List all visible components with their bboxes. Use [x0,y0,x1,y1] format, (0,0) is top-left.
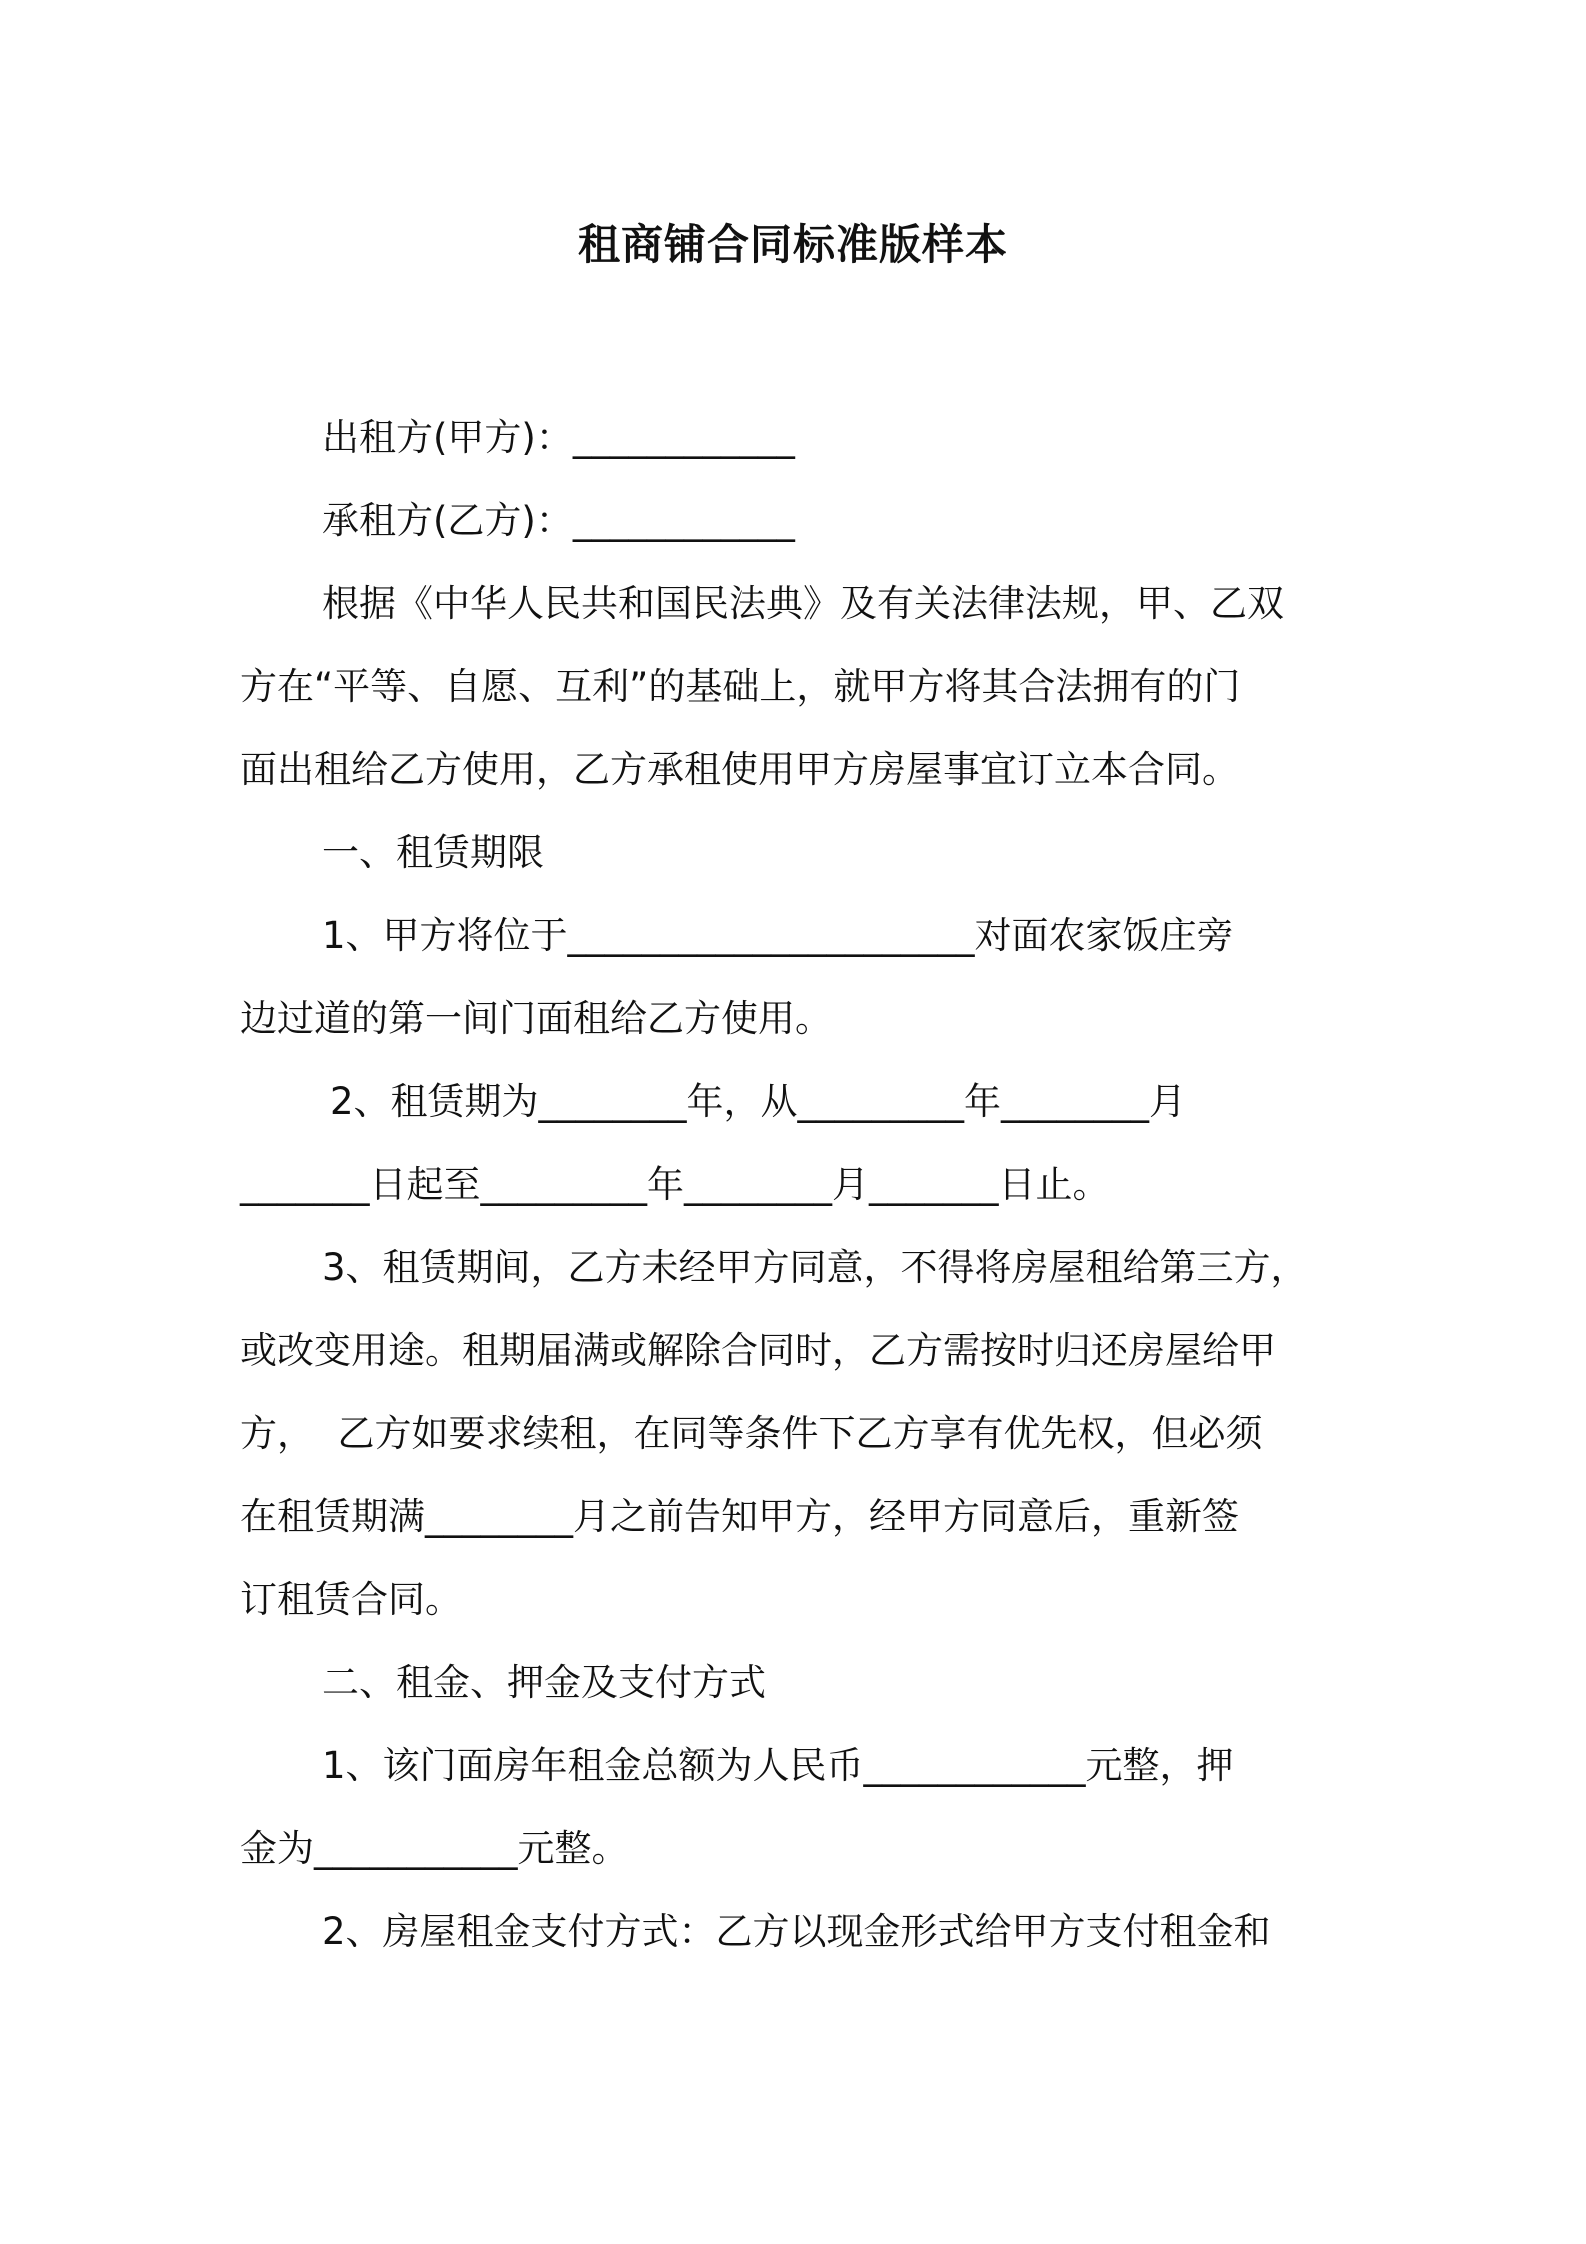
clause-1-1-line-1: 1、甲方将位于______________________对面农家饭庄旁 [322,914,1234,957]
section-heading-1: 一、租赁期限 [322,831,544,874]
clause-2-2-line-1: 2、房屋租金支付方式：乙方以现金形式给甲方支付租金和 [322,1910,1271,1953]
clause-2-1-line-2: 金为___________元整。 [240,1827,629,1870]
clause-1-1-line-2: 边过道的第一间门面租给乙方使用。 [240,997,832,1040]
clause-1-3-line-1: 3、租赁期间，乙方未经甲方同意，不得将房屋租给第三方， [322,1246,1308,1289]
preamble-line-3: 面出租给乙方使用，乙方承租使用甲方房屋事宜订立本合同。 [240,748,1239,791]
section-heading-2: 二、租金、押金及支付方式 [322,1661,766,1704]
clause-1-3-line-4: 在租赁期满________月之前告知甲方，经甲方同意后，重新签 [240,1495,1239,1538]
preamble-line-2: 方在“平等、自愿、互利”的基础上，就甲方将其合法拥有的门 [240,665,1241,708]
clause-1-2-line-2: _______日起至_________年________月_______日止。 [240,1163,1110,1206]
clause-1-3-line-2: 或改变用途。租期届满或解除合同时，乙方需按时归还房屋给甲 [240,1329,1276,1372]
document-title: 租商铺合同标准版样本 [577,220,1008,269]
lessor-line: 出租方(甲方)：____________ [322,416,795,459]
clause-1-3-line-3: 方， 乙方如要求续租，在同等条件下乙方享有优先权，但必须 [240,1412,1263,1455]
clause-2-1-line-1: 1、该门面房年租金总额为人民币____________元整，押 [322,1744,1234,1787]
lessee-line: 承租方(乙方)：____________ [322,499,795,542]
clause-1-2-line-1: 2、租赁期为________年，从_________年________月 [330,1080,1187,1123]
preamble-line-1: 根据《中华人民共和国民法典》及有关法律法规，甲、乙双 [322,582,1284,625]
clause-1-3-line-5: 订租赁合同。 [240,1578,462,1621]
